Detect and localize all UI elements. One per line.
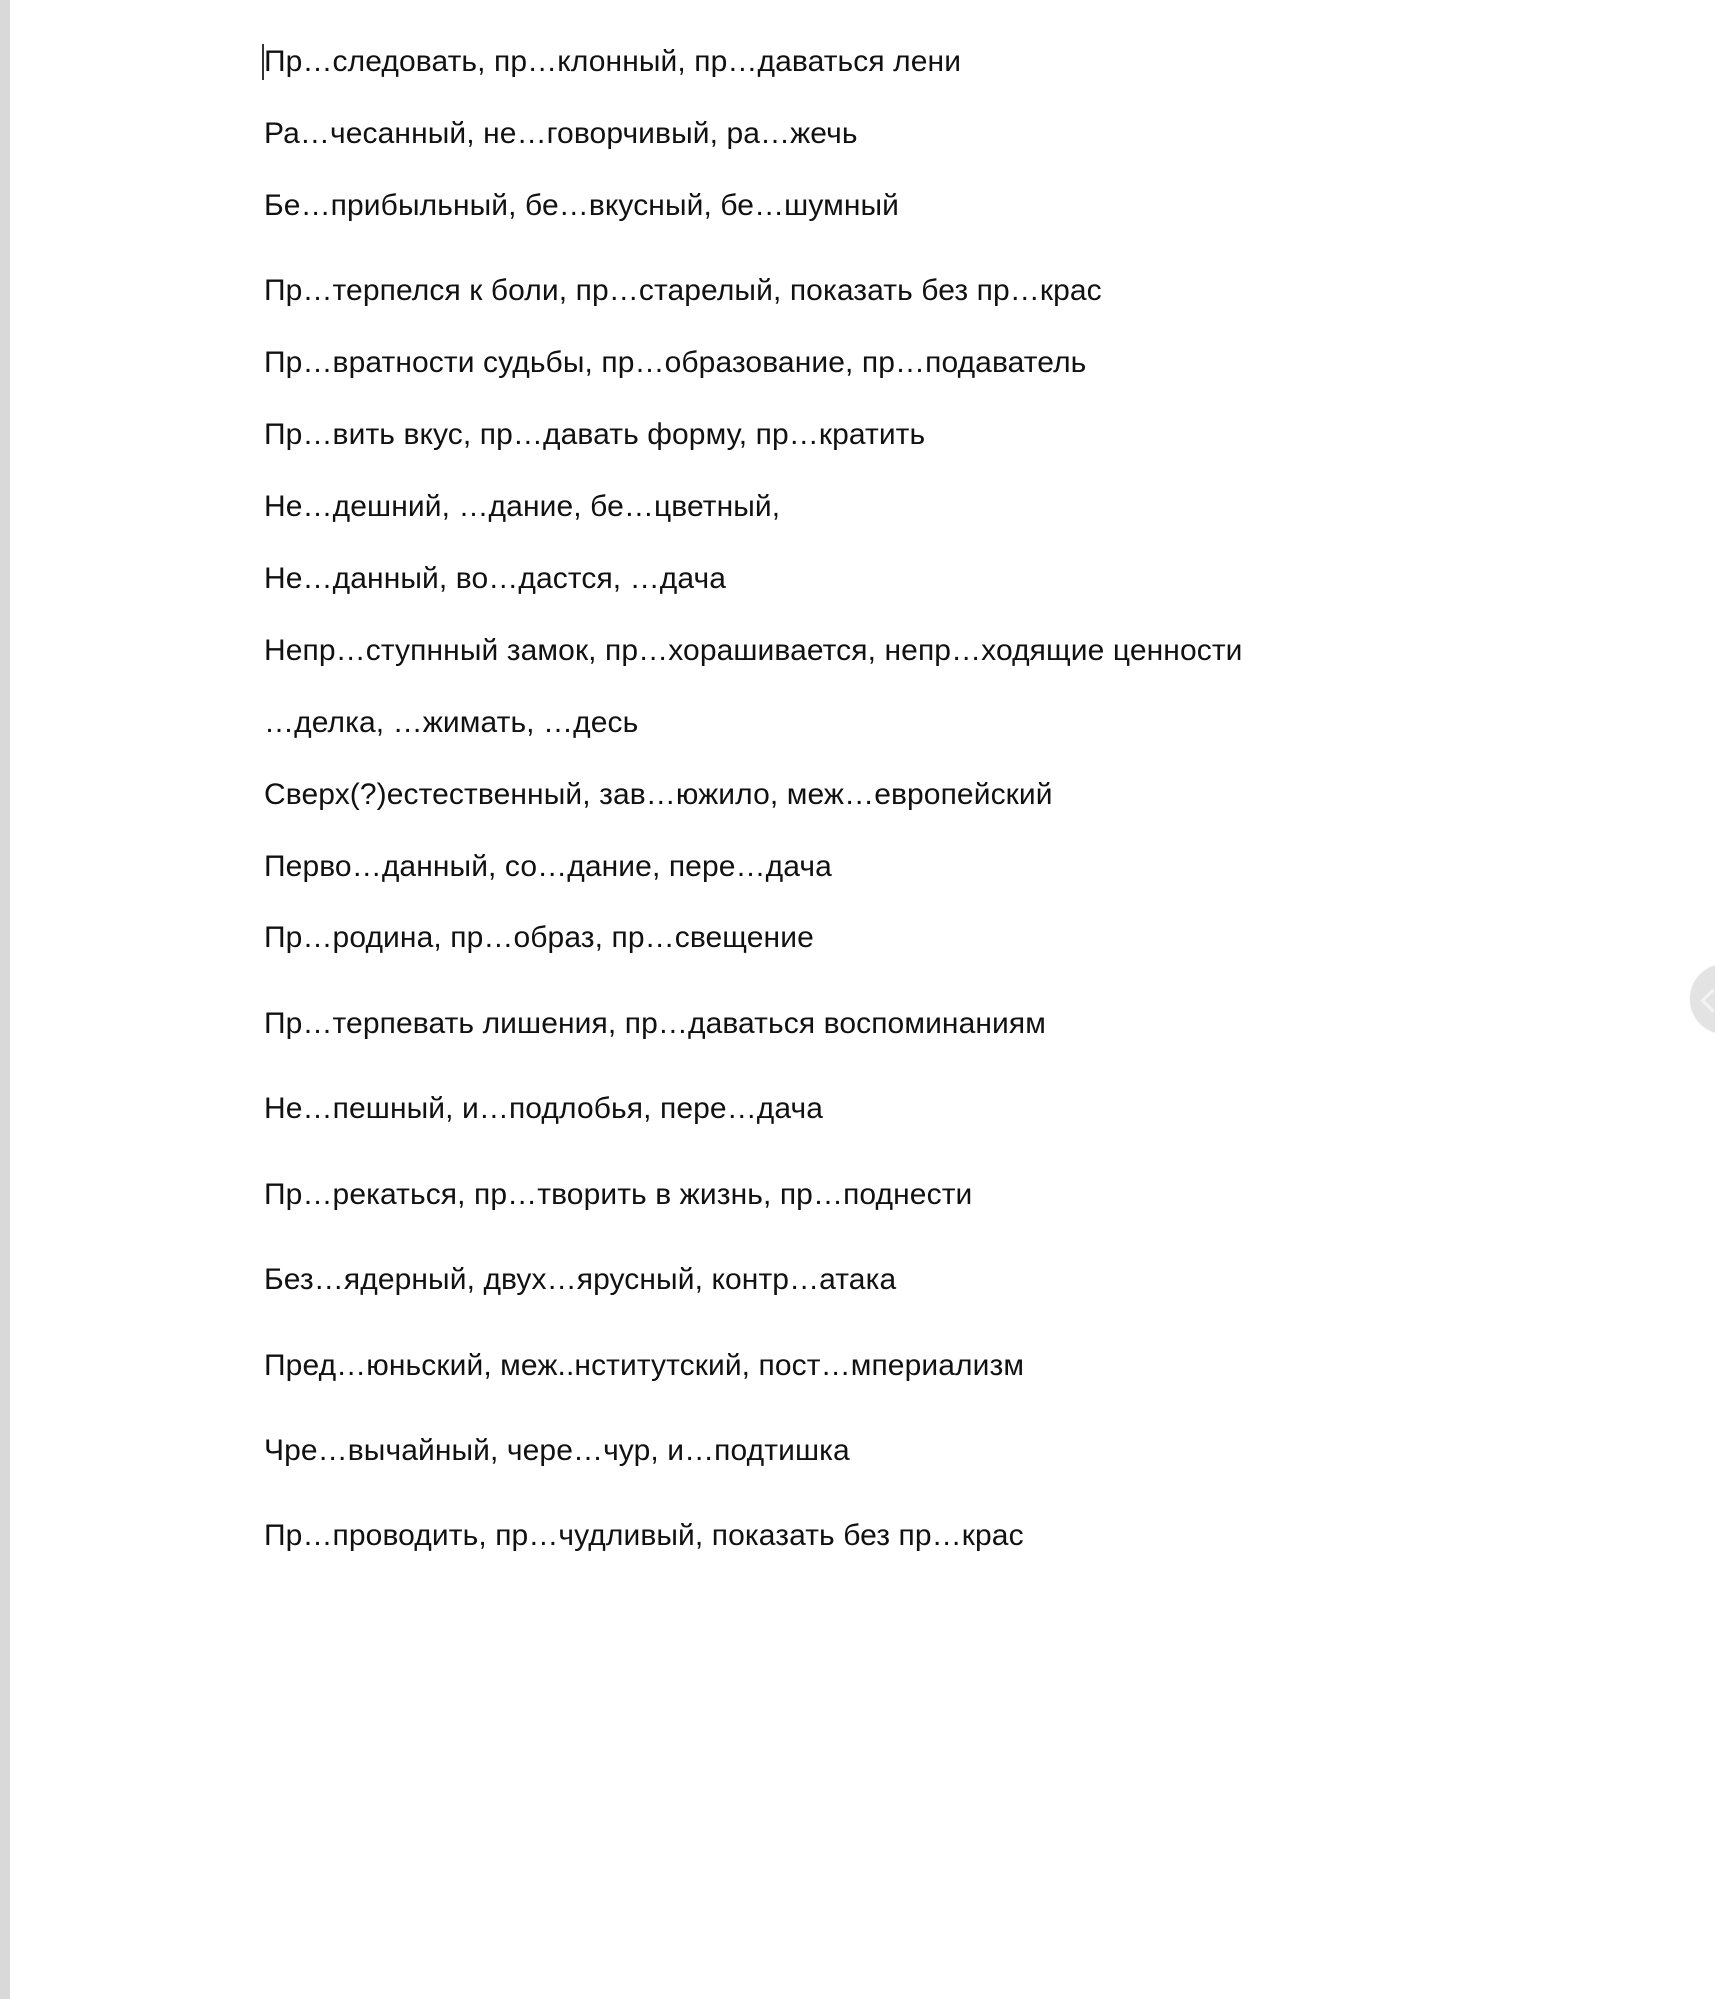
document-line-17: Без…ядерный, двух…ярусный, контр…атака bbox=[264, 1263, 897, 1296]
document-line-8: Не…данный, во…дастся, …дача bbox=[264, 562, 727, 595]
document-line-1: Пр…следовать, пр…клонный, пр…даваться лени bbox=[264, 45, 962, 78]
document-line-11: Сверх(?)естественный, зав…южило, меж…европейский bbox=[264, 778, 1053, 811]
document-line-15: Не…пешный, и…подлобья, пере…дача bbox=[264, 1092, 824, 1125]
document-line-18: Пред…юньский, меж..нститутский, пост…мпериализм bbox=[264, 1349, 1025, 1382]
document-line-13: Пр…родина, пр…образ, пр…свещение bbox=[264, 921, 814, 954]
chevron-left-icon bbox=[1700, 988, 1715, 1012]
document-line-7: Не…дешний, …дание, бе…цветный, bbox=[264, 490, 781, 523]
document-line-4: Пр…терпелся к боли, пр…старелый, показать без пр…крас bbox=[264, 274, 1102, 307]
document-page[interactable] bbox=[10, 0, 1715, 1999]
document-line-20: Пр…проводить, пр…чудливый, показать без пр…крас bbox=[264, 1519, 1024, 1552]
document-line-14: Пр…терпевать лишения, пр…даваться воспоминаниям bbox=[264, 1007, 1046, 1040]
document-line-10: …делка, …жимать, …десь bbox=[264, 706, 639, 739]
document-line-3: Бе…прибыльный, бе…вкусный, бе…шумный bbox=[264, 189, 900, 222]
document-line-9: Непр…ступнный замок, пр…хорашивается, непр…ходящие ценности bbox=[264, 634, 1243, 667]
document-line-5: Пр…вратности судьбы, пр…образование, пр…подаватель bbox=[264, 346, 1087, 379]
document-line-16: Пр…рекаться, пр…творить в жизнь, пр…поднести bbox=[264, 1178, 973, 1211]
document-line-12: Перво…данный, со…дание, пере…дача bbox=[264, 850, 832, 883]
document-line-6: Пр…вить вкус, пр…давать форму, пр…кратить bbox=[264, 418, 926, 451]
document-line-19: Чре…вычайный, чере…чур, и…подтишка bbox=[264, 1434, 850, 1467]
window-left-border bbox=[0, 0, 10, 1999]
document-line-2: Ра…чесанный, не…говорчивый, ра…жечь bbox=[264, 117, 858, 150]
